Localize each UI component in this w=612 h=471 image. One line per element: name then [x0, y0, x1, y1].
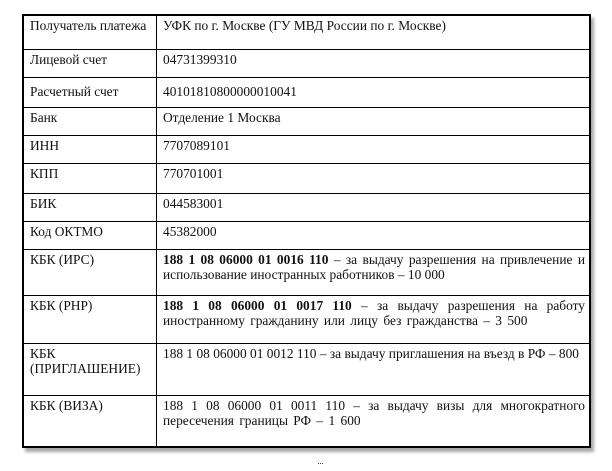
- row-label: БИК: [23, 193, 157, 221]
- table-row: [23, 15, 590, 49]
- kbk-code: 188 1 08 06000 01 0011 110: [163, 397, 346, 413]
- row-label: КБК (ИРС): [23, 249, 157, 295]
- row-label: ИНН: [23, 135, 157, 163]
- row-label: КБК (ПРИГЛАШЕНИЕ): [23, 343, 157, 395]
- row-label: Код ОКТМО: [23, 221, 157, 249]
- row-label: КБК (РНР): [23, 295, 157, 343]
- table-row: [23, 77, 590, 107]
- table-row: [23, 163, 590, 193]
- row-value: [157, 395, 591, 447]
- row-label: Лицевой счет: [23, 49, 157, 77]
- row-value: 044583001: [157, 193, 591, 221]
- row-value: 40101810800000010041: [157, 77, 591, 107]
- table-row: [23, 107, 590, 135]
- kbk-code: 188 1 08 06000 01 0012 110: [163, 345, 317, 361]
- row-value: [157, 343, 591, 395]
- row-label: КПП: [23, 163, 157, 193]
- row-value: 04731399310: [157, 49, 591, 77]
- row-value: УФК по г. Москве (ГУ МВД России по г. Москве): [157, 15, 591, 49]
- row-value: 45382000: [157, 221, 591, 249]
- kbk-description: – за выдачу визы для многократного пересечения границы РФ – 1 600: [163, 397, 585, 428]
- kbk-description: – за выдачу приглашения на въезд в РФ – 800: [316, 345, 579, 361]
- row-value: [157, 249, 591, 295]
- kbk-code: 188 1 08 06000 01 0016 110: [163, 251, 329, 267]
- row-value: 770701001: [157, 163, 591, 193]
- row-label: Получатель платежа: [23, 15, 157, 49]
- row-value: Отделение 1 Москва: [157, 107, 591, 135]
- table-row: [23, 135, 590, 163]
- row-label: Банк: [23, 107, 157, 135]
- row-label: Расчетный счет: [23, 77, 157, 107]
- payment-details-table: [22, 14, 591, 448]
- kbk-description: – за выдачу разрешения на работу иностранному гражданину или лицу без гражданства – 3 500: [163, 297, 585, 328]
- page-mark: [318, 463, 323, 467]
- row-value: [157, 295, 591, 343]
- table-row: [23, 295, 590, 343]
- kbk-code: 188 1 08 06000 01 0017 110: [163, 297, 352, 313]
- table-row: [23, 221, 590, 249]
- kbk-description: – за выдачу разрешения на привлечение и использование иностранных работников – 10 000: [163, 251, 585, 282]
- table-row: [23, 49, 590, 77]
- row-value: 7707089101: [157, 135, 591, 163]
- table-row: [23, 249, 590, 295]
- table-row: [23, 343, 590, 395]
- table-row: [23, 193, 590, 221]
- table-row: [23, 395, 590, 447]
- row-label: КБК (ВИЗА): [23, 395, 157, 447]
